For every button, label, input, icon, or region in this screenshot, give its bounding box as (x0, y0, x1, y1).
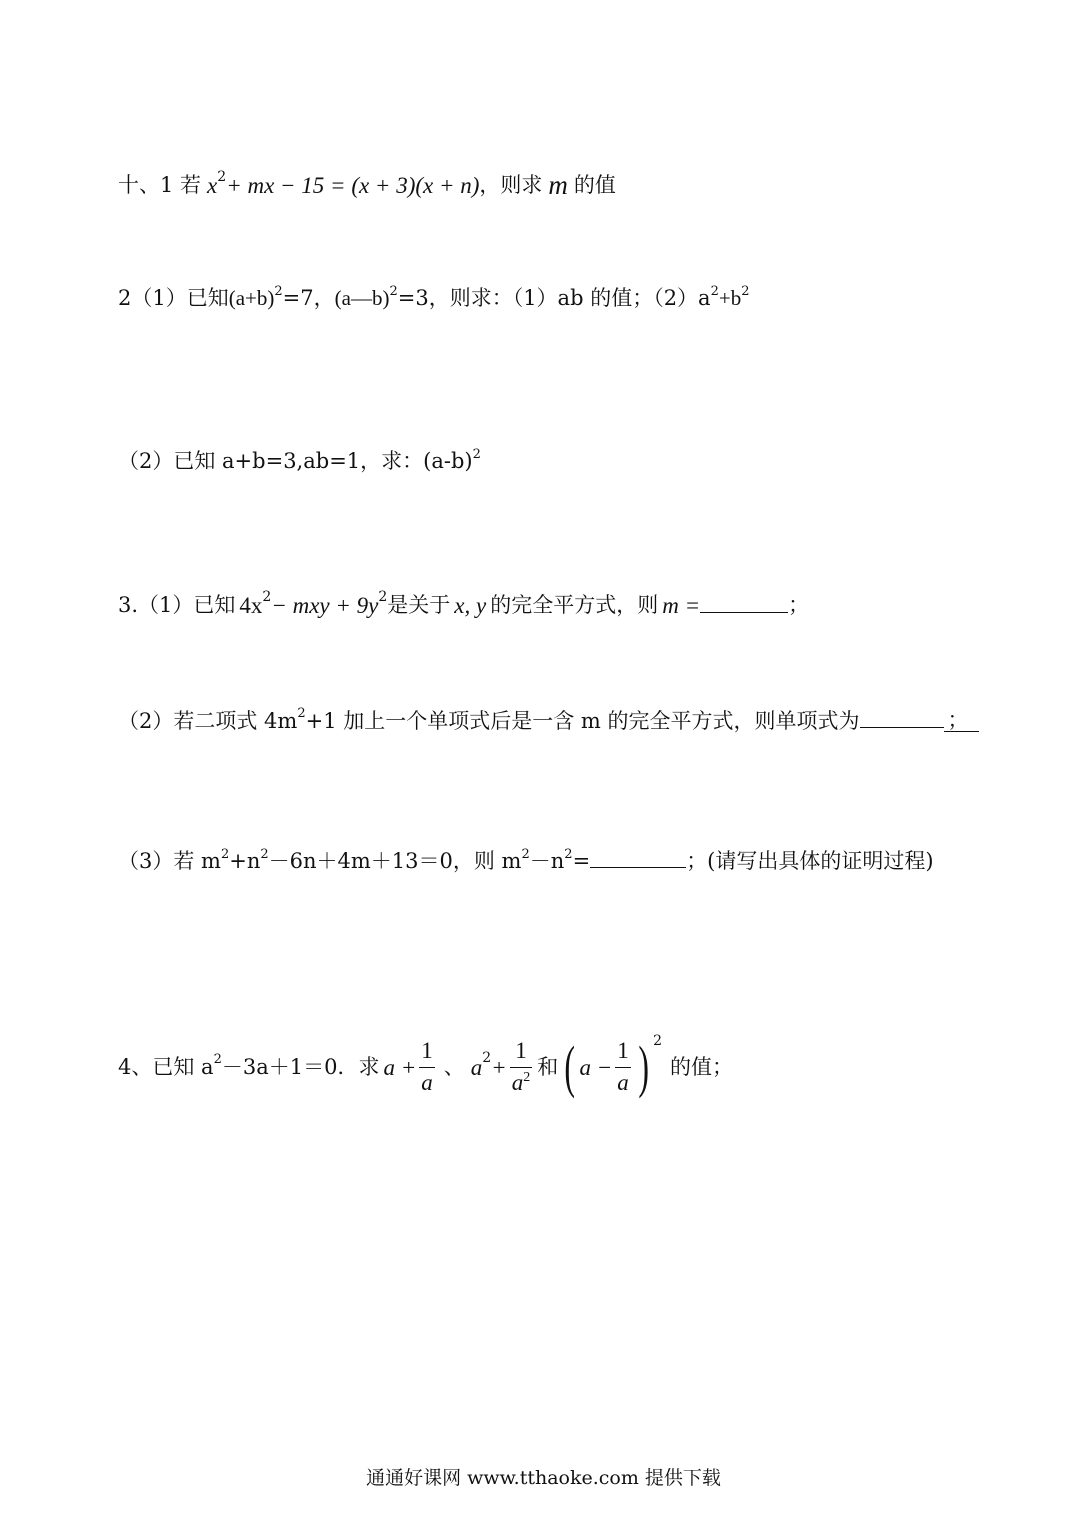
q4-frac3-num: 1 (617, 1038, 629, 1064)
q3a-vars: x, y (454, 593, 487, 618)
q4-frac2-den-exp: 2 (523, 1069, 531, 1085)
q4-frac1-num: 1 (421, 1038, 433, 1064)
q4-frac1-den: a (421, 1069, 433, 1095)
q4-fraction-2 (510, 1039, 533, 1094)
q3a-m-eq: m = (662, 593, 701, 618)
question-4: 4、已知 a $^2$ －3a＋1＝0．求 a + $\frac{1}{a}$ 、 a 2 + $\frac{1}{a^2}$ 和 ( a − $\frac{1}{a}$ ) 2 的值； (118, 1033, 734, 1099)
q4-frac3-den: a (617, 1069, 629, 1095)
q1-suffix: 的值 (573, 173, 616, 197)
q2a-val2: =3，则求：（1）ab 的值；（2）a (397, 286, 711, 310)
q2a-label: 2（1）已知 (118, 286, 229, 310)
q4-fraction-1 (419, 1039, 435, 1094)
q4-frac2-num: 1 (515, 1038, 527, 1064)
q4-frac1-bar (419, 1067, 435, 1068)
question-3-part-3: （3）若 m $^2$ +n $^2$ －6n＋4m＋13＝0，则 m $^2$ －n $^2$ = ；(请写出具体的证明过程) (118, 846, 934, 873)
q4-a-minus: a − (579, 1054, 613, 1080)
q4-left-paren: ( (564, 1034, 576, 1099)
q4-label: 4、已知 a (118, 1054, 214, 1079)
q4-right-paren: ) (638, 1034, 649, 1099)
q2a-expr2: (a—b) (334, 286, 390, 310)
q3a-end: ； (788, 593, 810, 617)
q3b-end: ； (944, 710, 979, 732)
q1-equation: + mx − 15 = (x + 3)(x + n) (226, 173, 480, 198)
q2a-tail: +b (718, 286, 742, 310)
q3b-answer-blank[interactable] (860, 726, 944, 728)
question-2-part-2: （2）已知 a+b=3,ab=1，求：(a-b) $^2$ (118, 446, 481, 473)
q4-cond: －3a＋1＝0．求 (221, 1054, 380, 1079)
q3c-mid4: = (572, 849, 591, 873)
q3a-label: 3.（1）已知 (118, 593, 236, 617)
q4-a-plus: a + (383, 1054, 417, 1080)
q4-end: 的值； (670, 1054, 734, 1079)
q3a-text: 是关于 (387, 593, 451, 617)
q4-a2: a (470, 1054, 483, 1080)
q1-prefix: 十、1 若 (118, 173, 202, 197)
q3c-label: （3）若 m (118, 849, 221, 873)
q3c-mid3: －n (529, 849, 565, 873)
q4-sep: 、 (443, 1054, 465, 1079)
q2a-expr1: (a+b) (228, 286, 275, 310)
question-3-part-2: （2）若二项式 4m $^2$ +1 加上一个单项式后是一含 m 的完全平方式，则单项式为 ； (118, 710, 979, 732)
q3a-coef1: 4x (239, 593, 263, 618)
q3a-text2: 的完全平方式，则 (490, 593, 659, 617)
q4-frac3-bar (615, 1067, 631, 1068)
q3b-text: +1 加上一个单项式后是一含 m 的完全平方式，则单项式为 (305, 708, 860, 733)
q4-frac2-den (510, 1071, 533, 1095)
q4-and: 和 (537, 1054, 559, 1079)
q3c-end: ；(请写出具体的证明过程) (686, 849, 934, 873)
q4-fraction-3 (615, 1039, 631, 1094)
q1-x: x (207, 173, 218, 198)
q1-suffix-pre: ，则求 (479, 173, 543, 197)
q3b-label: （2）若二项式 4m (118, 708, 298, 733)
q4-frac2-den-a: a (511, 1069, 524, 1095)
q2b-label: （2）已知 a+b=3,ab=1，求：(a-b) (118, 449, 473, 473)
q3a-mid: − mxy + 9y (271, 593, 379, 618)
q4-frac2-bar (510, 1067, 533, 1068)
q4-plus: + (491, 1054, 507, 1080)
question-3-part-1: 3.（1）已知 4x 2 − mxy + 9y 2 是关于 x, y 的完全平方式，则 m = ； (118, 588, 810, 618)
q3c-answer-blank[interactable] (590, 866, 686, 868)
q2a-val1: =7， (282, 286, 335, 310)
question-2-part-1: 2（1）已知 (a+b) $^2$ =7， (a—b) $^2$ =3，则求：（1）ab 的值；（2）a $^2$ +b $^2$ (118, 283, 750, 310)
q1-m: m (548, 170, 568, 200)
page-footer: 通通好课网 www.tthaoke.com 提供下载 (366, 1467, 721, 1489)
q3c-mid2: －6n＋4m＋13＝0，则 m (268, 849, 522, 873)
q3c-mid1: +n (229, 849, 261, 873)
question-1: 十、1 若 x 2 + mx − 15 = (x + 3)(x + n) ，则求 m 的值 (118, 168, 616, 200)
q3a-answer-blank[interactable] (700, 611, 788, 613)
